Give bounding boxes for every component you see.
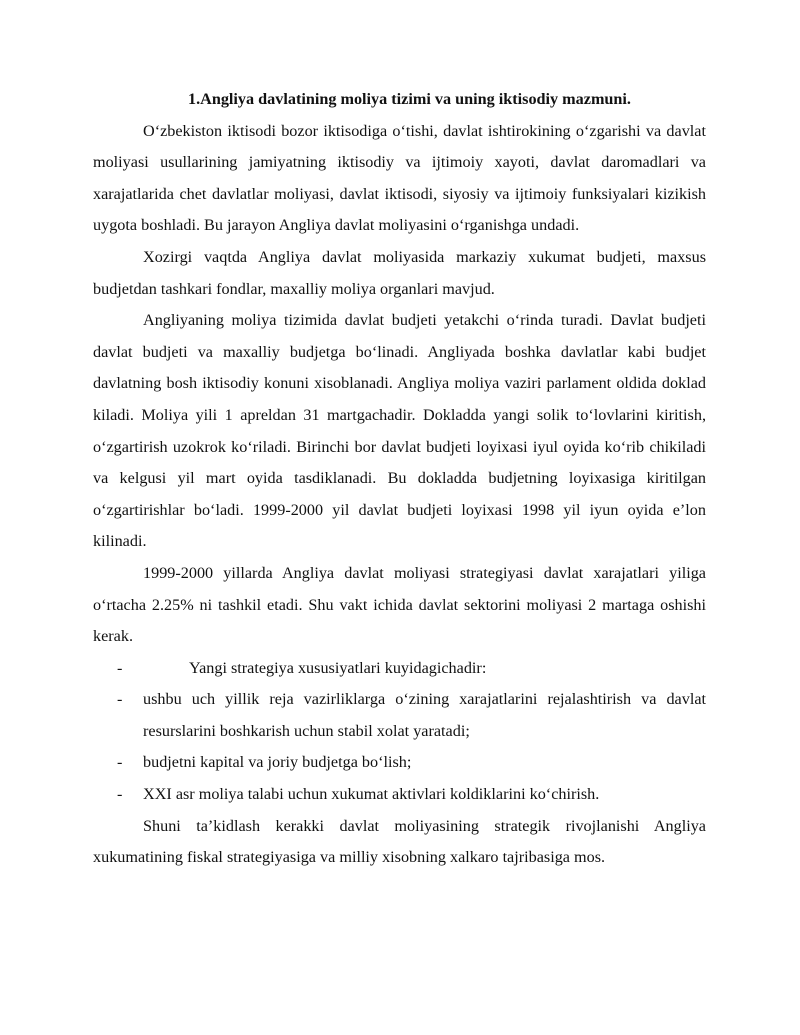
list-item-text: budjetni kapital va joriy budjetga bo‘lish;: [143, 753, 412, 772]
list-dash: -: [117, 690, 123, 709]
list-lead-text: Yangi strategiya xususiyatlari kuyidagichadir:: [189, 658, 487, 677]
list-item-text: XXI asr moliya talabi uchun xukumat aktivlari koldiklarini ko‘chirish.: [143, 785, 600, 804]
list-lead: [93, 653, 706, 685]
list-dash: -: [117, 785, 123, 804]
list-dash: -: [117, 658, 123, 677]
paragraph-3: Angliyaning moliya tizimida davlat budjeti yetakchi o‘rinda turadi. Davlat budjeti davlat budjeti va maxalliy budjetga bo‘linadi. Angliyada boshka davlatlar kabi budjet davlatning bosh iktisodiy konuni xisoblanadi. Angliya moliya vaziri parlament oldida doklad kiladi. Moliya yili 1 apreldan 31 martgachadir. Dokladda yangi solik to‘lovlarini kiritish, o‘zgartirish uzokrok ko‘riladi. Birinchi bor davlat budjeti loyixasi iyul oyida ko‘rib chikiladi va kelgusi yil mart oyida tasdiklanadi. Bu dokladda budjetning loyixasiga kiritilgan o‘zgartirishlar bo‘ladi. 1999-2000 yil davlat budjeti loyixasi 1998 yil iyun oyida e’lon kilinadi.: [93, 311, 706, 551]
list-item: [93, 779, 706, 811]
list-dash: -: [117, 753, 123, 772]
document-page: [93, 84, 706, 874]
list-item: [93, 747, 706, 779]
paragraph-1: O‘zbekiston iktisodi bozor iktisodiga o‘tishi, davlat ishtirokining o‘zgarishi va davlat moliyasi usullarining jamiyatning iktisodiy va ijtimoiy xayoti, davlat daromadlari va xarajatlarida chet davlatlar moliyasi, davlat iktisodi, siyosiy va ijtimoiy funksiyalari kizikish uygota boshladi. Bu jarayon Angliya davlat moliyasini o‘rganishga undadi.: [93, 121, 706, 235]
paragraph-2: Xozirgi vaqtda Angliya davlat moliyasida markaziy xukumat budjeti, maxsus budjetdan tashkari fondlar, maxalliy moliya organlari mavjud.: [93, 247, 706, 298]
list-item-text: ushbu uch yillik reja vazirliklarga o‘zining xarajatlarini rejalashtirish va davlat resurslarini boshkarish uchun stabil xolat yaratadi;: [143, 690, 706, 740]
document-title: 1.Angliya davlatining moliya tizimi va uning iktisodiy mazmuni.: [188, 90, 631, 108]
paragraph-4: 1999-2000 yillarda Angliya davlat moliyasi strategiyasi davlat xarajatlari yiliga o‘rtacha 2.25% ni tashkil etadi. Shu vakt ichida davlat sektorini moliyasi 2 martaga oshishi kerak.: [93, 563, 706, 646]
list-item: [93, 684, 706, 747]
closing-paragraph: Shuni ta’kidlash kerakki davlat moliyasining strategik rivojlanishi Angliya xukumatining fiskal strategiyasiga va milliy xisobning xalkaro tajribasiga mos.: [93, 816, 706, 867]
